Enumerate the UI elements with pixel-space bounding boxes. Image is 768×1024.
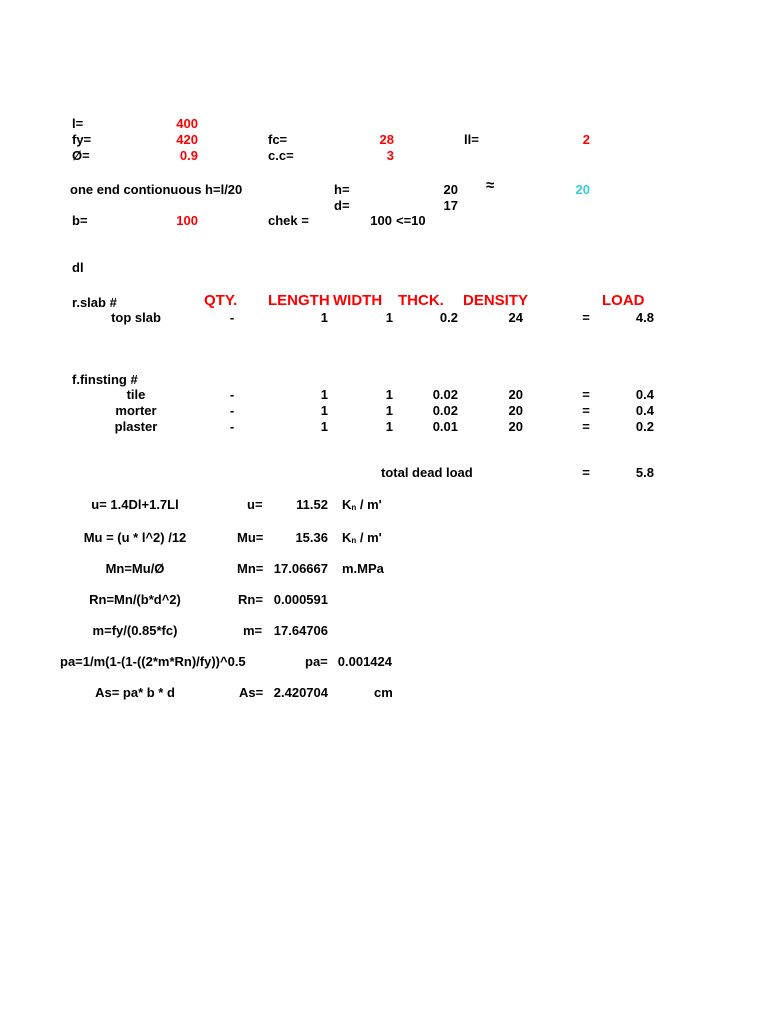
header-width: WIDTH	[333, 292, 383, 309]
total-label: total dead load	[381, 465, 473, 480]
row-density: 20	[508, 403, 523, 418]
row-equals: =	[582, 387, 590, 402]
check-value: 100	[370, 213, 392, 228]
row-equals: =	[582, 419, 590, 434]
m-formula: m=fy/(0.85*fc)	[92, 623, 178, 638]
m-value: 17.64706	[273, 623, 328, 638]
row-name: morter	[115, 403, 157, 418]
b-value[interactable]: 100	[176, 213, 198, 228]
row-equals: =	[582, 403, 590, 418]
u-value: 11.52	[296, 497, 328, 512]
row-length: 1	[320, 419, 328, 434]
phi-value[interactable]: 0.9	[179, 148, 198, 163]
total-value: 5.8	[635, 465, 654, 480]
rn-label: Rn=	[238, 592, 263, 607]
row-equals: =	[582, 310, 590, 325]
total-equals: =	[582, 465, 590, 480]
h-rounded-value: 20	[575, 182, 590, 197]
row-qty: -	[229, 419, 235, 434]
header-qty: QTY.	[204, 292, 238, 309]
row-thck: 0.01	[432, 419, 458, 434]
h-value: 20	[443, 182, 458, 197]
h-label: h=	[334, 182, 350, 197]
l-value[interactable]: 400	[176, 116, 198, 131]
check-label: chek =	[268, 213, 309, 228]
row-length: 1	[320, 387, 328, 402]
dl-label: dl	[72, 260, 84, 275]
row-density: 20	[508, 387, 523, 402]
finishing-title: f.finsting #	[72, 372, 138, 387]
row-name: plaster	[114, 419, 158, 434]
row-qty: -	[229, 403, 235, 418]
fc-value[interactable]: 28	[379, 132, 394, 147]
header-length: LENGTH	[268, 292, 330, 309]
mu-unit: Kn / m'	[342, 530, 382, 545]
row-thck: 0.2	[439, 310, 458, 325]
cc-label: c.c=	[268, 148, 294, 163]
header-thck: THCK.	[398, 292, 444, 309]
row-load: 0.4	[635, 387, 654, 402]
row-thck: 0.02	[432, 403, 458, 418]
fc-label: fc=	[268, 132, 288, 147]
as-label: As=	[239, 685, 264, 700]
cc-value[interactable]: 3	[386, 148, 394, 163]
fy-value[interactable]: 420	[176, 132, 198, 147]
thickness-rule: one end contionuous h=l/20	[70, 182, 243, 197]
rn-formula: Rn=Mn/(b*d^2)	[89, 592, 181, 607]
l-label: l=	[72, 116, 84, 131]
m-label: m=	[243, 623, 263, 638]
u-formula: u= 1.4Dl+1.7Ll	[91, 497, 179, 512]
header-load: LOAD	[602, 292, 645, 309]
row-name: top slab	[111, 310, 161, 325]
pa-value: 0.001424	[337, 654, 392, 669]
check-note: <=10	[396, 213, 426, 228]
rslab-title: r.slab #	[72, 295, 117, 310]
as-value: 2.420704	[273, 685, 328, 700]
mn-unit: m.MPa	[342, 561, 384, 576]
mn-formula: Mn=Mu/Ø	[105, 561, 165, 576]
row-width: 1	[385, 403, 393, 418]
mn-value: 17.06667	[273, 561, 328, 576]
fy-label: fy=	[72, 132, 92, 147]
b-label: b=	[72, 213, 88, 228]
row-length: 1	[320, 403, 328, 418]
row-load: 4.8	[635, 310, 654, 325]
mu-value: 15.36	[295, 530, 328, 545]
row-load: 0.4	[635, 403, 654, 418]
row-qty: -	[229, 387, 235, 402]
row-width: 1	[385, 387, 393, 402]
header-density: DENSITY	[463, 292, 529, 309]
approx-icon: ≈	[486, 177, 495, 194]
phi-label: Ø=	[72, 148, 90, 163]
row-length: 1	[320, 310, 328, 325]
row-density: 24	[508, 310, 523, 325]
row-width: 1	[385, 310, 393, 325]
pa-label: pa=	[305, 654, 328, 669]
mn-label: Mn=	[237, 561, 264, 576]
mu-formula: Mu = (u * l^2) /12	[83, 530, 187, 545]
row-qty: -	[229, 310, 235, 325]
row-density: 20	[508, 419, 523, 434]
d-label: d=	[334, 198, 350, 213]
row-name: tile	[126, 387, 146, 402]
ll-label: ll=	[464, 132, 479, 147]
row-thck: 0.02	[432, 387, 458, 402]
ll-value[interactable]: 2	[582, 132, 590, 147]
u-unit: Kn / m'	[342, 497, 382, 512]
u-label: u=	[247, 497, 263, 512]
row-load: 0.2	[635, 419, 654, 434]
pa-formula: pa=1/m(1-(1-((2*m*Rn)/fy))^0.5	[60, 654, 246, 669]
row-width: 1	[385, 419, 393, 434]
rn-value: 0.000591	[273, 592, 328, 607]
as-unit: cm	[374, 685, 393, 700]
mu-label: Mu=	[237, 530, 264, 545]
d-value: 17	[443, 198, 458, 213]
as-formula: As= pa* b * d	[95, 685, 175, 700]
